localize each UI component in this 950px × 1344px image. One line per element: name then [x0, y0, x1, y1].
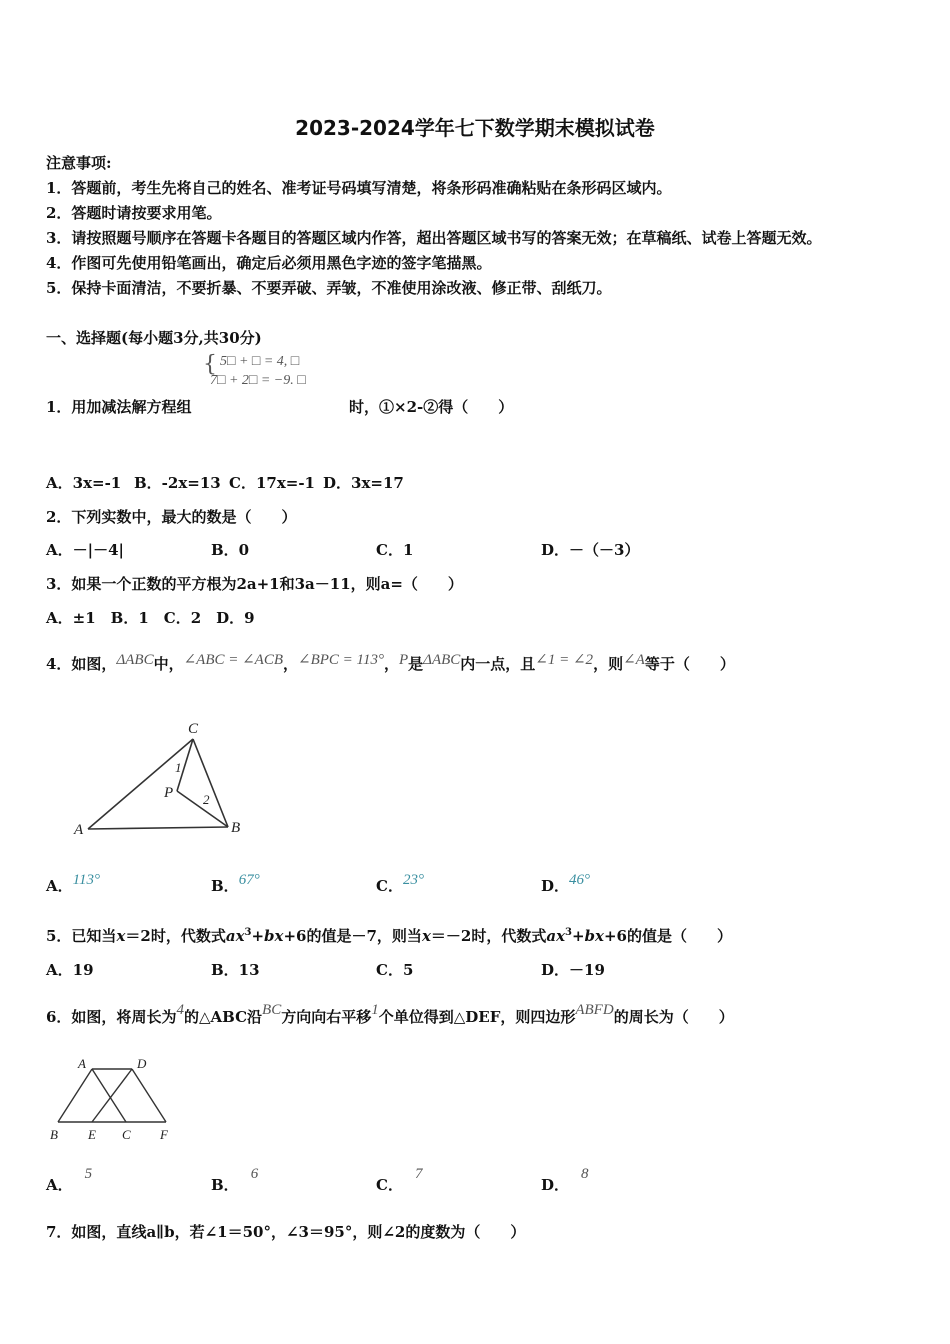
option-c	[376, 872, 424, 896]
math-expr: BC	[262, 1002, 282, 1018]
math-expr: ∠ABC = ∠ACB	[183, 652, 284, 668]
expr-term: +bx	[251, 927, 284, 945]
exponent: 3	[244, 927, 252, 938]
option-value: 23°	[402, 872, 424, 888]
stem-text: 6．如图，将周长为	[46, 1008, 177, 1026]
brace-icon: {	[203, 352, 217, 377]
question-stem: 2．下列实数中，最大的数是（ ）	[46, 508, 297, 526]
label-angle-2: 2	[203, 792, 210, 807]
option-value: 6	[250, 1166, 259, 1182]
equation-2: 7□ + 2□ = −9. □	[210, 373, 306, 388]
option-value: 113°	[72, 872, 101, 888]
stem-text: +6的值是（ ）	[603, 927, 732, 945]
triangle-figure	[60, 712, 260, 842]
expr-term: +bx	[571, 927, 604, 945]
option-value: 8	[581, 1166, 589, 1182]
option-a	[46, 872, 101, 896]
option-d: D．－19	[541, 961, 605, 979]
option-letter: B．	[211, 1176, 239, 1194]
option-a: A．－|－4|	[46, 541, 124, 559]
exponent: 3	[565, 927, 572, 938]
label-angle-1: 1	[175, 760, 182, 775]
math-expr: ∠BPC = 113°	[298, 652, 384, 668]
option-a: A．19	[46, 961, 94, 979]
question-stem	[46, 653, 735, 674]
stem-text: 的△ABC沿	[183, 1008, 263, 1026]
option-b: B．0	[211, 541, 250, 559]
label-e: E	[88, 1127, 96, 1142]
stem-text: ，	[283, 655, 299, 673]
edge-ab	[88, 827, 228, 829]
segment-ab	[58, 1069, 92, 1122]
option-value: 5	[84, 1166, 93, 1182]
question-stem: 1．用加减法解方程组	[46, 398, 192, 416]
label-a: A	[78, 1056, 86, 1071]
notice-item: 3．请按照题号顺序在答题卡各题目的答题区域内作答，超出答题区域书写的答案无效；在草稿纸、试卷上答题无效。	[46, 229, 822, 247]
notice-item: 4．作图可先使用铅笔画出，确定后必须用黑色字迹的签字笔描黑。	[46, 254, 492, 272]
segment-de	[92, 1069, 132, 1122]
question-stem-cont: 时，①×2-②得（ ）	[349, 398, 514, 416]
math-expr: 4	[176, 1002, 184, 1018]
option-a	[46, 1166, 93, 1195]
math-expr: ABFD	[575, 1002, 614, 1018]
question-stem	[46, 925, 732, 946]
option-c	[376, 1166, 423, 1195]
translation-figure	[42, 1052, 192, 1147]
stem-text: 中，	[153, 655, 184, 673]
label-p: P	[164, 785, 174, 801]
label-c: C	[188, 721, 199, 737]
segment-ac	[92, 1069, 126, 1122]
label-a: A	[74, 822, 84, 838]
edge-ac	[88, 739, 193, 829]
option-letter: C．	[376, 1176, 403, 1194]
math-expr: ΔABC	[116, 652, 154, 668]
option-letter: D．	[541, 1176, 570, 1194]
section-heading: 一、选择题(每小题3分,共30分)	[46, 329, 262, 347]
stem-text: 等于（ ）	[644, 655, 735, 673]
expr-term: ax	[225, 927, 245, 945]
notice-item: 5．保持卡面清洁，不要折暴、不要弄破、弄皱，不准使用涂改液、修正带、刮纸刀。	[46, 279, 612, 297]
stem-text: 方向向右平移	[281, 1008, 372, 1026]
option-letter: A．	[46, 877, 73, 895]
option-a: A．3x=-1	[46, 474, 122, 492]
label-f: F	[160, 1127, 168, 1142]
option-d	[541, 872, 591, 896]
stem-text: 4．如图，	[46, 655, 117, 673]
question-stem: 3．如果一个正数的平方根为2a+1和3a－11，则a=（ ）	[46, 575, 463, 593]
option-value: 67°	[238, 872, 260, 888]
stem-text: ＝－2时，代数式	[430, 927, 547, 945]
segment-df	[132, 1069, 166, 1122]
option-b: B．13	[211, 961, 260, 979]
option-d: D．3x=17	[323, 474, 404, 492]
stem-text: +6的值是－7，则当	[283, 927, 422, 945]
notice-item: 1．答题前，考生先将自己的姓名、准考证号码填写清楚，将条形码准确粘贴在条形码区域内。	[46, 179, 672, 197]
option-d	[541, 1166, 589, 1195]
stem-text: 的周长为（ ）	[613, 1008, 734, 1026]
option-letter: A．	[46, 1176, 73, 1194]
option-value: 46°	[569, 872, 591, 888]
math-expr: ∠1 = ∠2	[535, 652, 594, 668]
option-letter: D．	[541, 877, 570, 895]
label-c: C	[122, 1127, 131, 1142]
option-d: D．－（－3）	[541, 541, 640, 559]
label-b: B	[231, 820, 241, 836]
option-value: 7	[414, 1166, 423, 1182]
label-d: D	[137, 1056, 147, 1071]
variable-x: x	[116, 927, 126, 945]
option-c: C．17x=-1	[229, 474, 315, 492]
question-stem: 7．如图，直线a∥b，若∠1＝50°，∠3＝95°，则∠2的度数为（ ）	[46, 1223, 526, 1241]
stem-text: 是	[408, 655, 424, 673]
math-expr: 1	[371, 1002, 379, 1018]
stem-text: ＝2时，代数式	[125, 927, 226, 945]
option-letter: C．	[376, 877, 403, 895]
expr-term: ax	[546, 927, 566, 945]
option-c: C．5	[376, 961, 414, 979]
equation-1: 5□ + □ = 4, □	[220, 354, 300, 369]
stem-text: 5．已知当	[46, 927, 117, 945]
stem-text: 个单位得到△DEF，则四边形	[378, 1008, 576, 1026]
option-b: B．-2x=13	[134, 474, 221, 492]
question-stem	[46, 1002, 734, 1027]
option-c: C．1	[376, 541, 414, 559]
notice-item: 2．答题时请按要求用笔。	[46, 204, 222, 222]
label-b: B	[50, 1127, 58, 1142]
option-letter: B．	[211, 877, 239, 895]
page-title: 2023-2024学年七下数学期末模拟试卷	[295, 116, 655, 140]
option-b	[211, 1166, 259, 1195]
math-expr: ∠A	[623, 652, 645, 668]
math-expr: ΔABC	[423, 652, 461, 668]
stem-text: ，则	[593, 655, 624, 673]
notice-heading: 注意事项:	[46, 154, 112, 172]
math-expr: P	[398, 652, 409, 668]
variable-x: x	[421, 927, 431, 945]
options-line: A．±1 B．1 C．2 D．9	[46, 609, 255, 627]
stem-text: ，	[383, 655, 399, 673]
stem-text: 内一点，且	[460, 655, 536, 673]
option-b	[211, 872, 260, 896]
